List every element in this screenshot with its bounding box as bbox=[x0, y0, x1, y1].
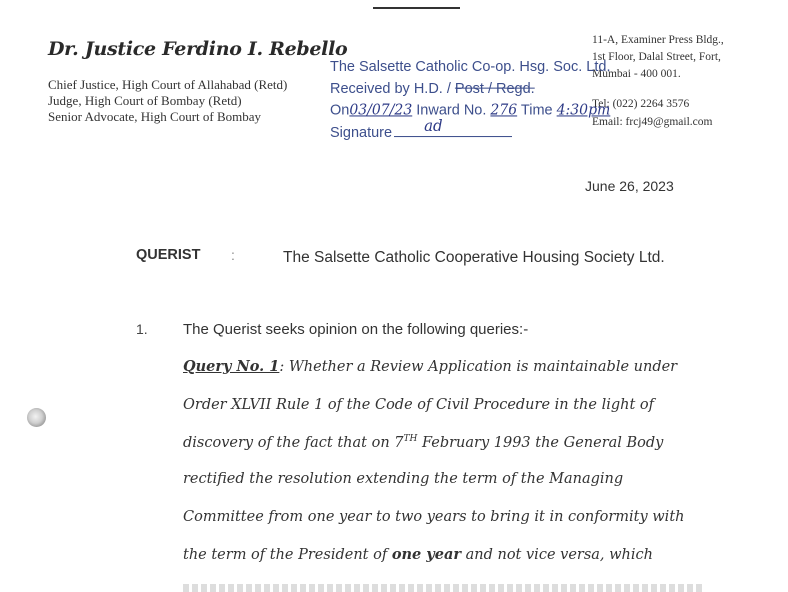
query-line-4: rectified the resolution extending the term of the Managing bbox=[183, 471, 624, 487]
stamp-date-handwritten: 03/07/23 bbox=[349, 102, 413, 119]
cut-off-text-line bbox=[183, 584, 703, 592]
query-label: Query No. 1 bbox=[183, 358, 280, 375]
address-line: Mumbai - 400 001. bbox=[592, 68, 681, 80]
querist-label: QUERIST bbox=[136, 247, 201, 263]
querist-name: The Salsette Catholic Cooperative Housing Society Ltd. bbox=[283, 249, 665, 266]
query-line-3: discovery of the fact that on 7TH February 1993 the General Body bbox=[183, 434, 664, 451]
address-line: 11-A, Examiner Press Bldg., bbox=[592, 34, 724, 46]
stamp-received-line: Received by H.D. / Post / Regd. bbox=[330, 80, 535, 97]
telephone: Tel: (022) 2264 3576 bbox=[592, 98, 690, 110]
role-line: Judge, High Court of Bombay (Retd) bbox=[48, 93, 242, 108]
punch-hole bbox=[27, 408, 46, 427]
letterhead-roles bbox=[48, 77, 287, 125]
stamp-signature: ad bbox=[424, 116, 443, 136]
stamp-time: 4:30pm bbox=[556, 102, 611, 119]
item-text: The Querist seeks opinion on the following queries:- bbox=[183, 321, 529, 338]
letterhead-name: Dr. Justice Ferdino I. Rebello bbox=[48, 38, 348, 60]
query-line-5: Committee from one year to two years to bring it in conformity with bbox=[183, 509, 685, 525]
address-line: 1st Floor, Dalal Street, Fort, bbox=[592, 51, 721, 63]
query-line-2: Order XLVII Rule 1 of the Code of Civil Procedure in the light of bbox=[183, 397, 655, 413]
stamp-struck-text: Post / Regd. bbox=[454, 80, 535, 97]
role-line: Senior Advocate, High Court of Bombay bbox=[48, 109, 262, 124]
query-line-6: the term of the President of one year and not vice versa, which bbox=[183, 546, 653, 563]
query-line-1: Query No. 1: Whether a Review Application is maintainable under bbox=[183, 358, 678, 375]
role-line: Chief Justice, High Court of Allahabad (Retd) bbox=[48, 77, 288, 92]
stamp-signature-line: Signature ad bbox=[330, 122, 610, 145]
stamp-details-line: On03/07/23 Inward No. 276 Time 4:30pm bbox=[330, 102, 611, 119]
querist-colon: : bbox=[231, 247, 235, 263]
top-rule bbox=[373, 7, 460, 9]
stamp-inward-number: 276 bbox=[490, 102, 518, 119]
stamp-society-name: The Salsette Catholic Co-op. Hsg. Soc. Ltd. bbox=[330, 58, 611, 76]
inward-stamp bbox=[330, 57, 610, 145]
item-number: 1. bbox=[136, 321, 148, 337]
letterhead-address bbox=[592, 32, 724, 83]
letter-date: June 26, 2023 bbox=[585, 178, 674, 194]
email-address: Email: frcj49@gmail.com bbox=[592, 116, 713, 128]
